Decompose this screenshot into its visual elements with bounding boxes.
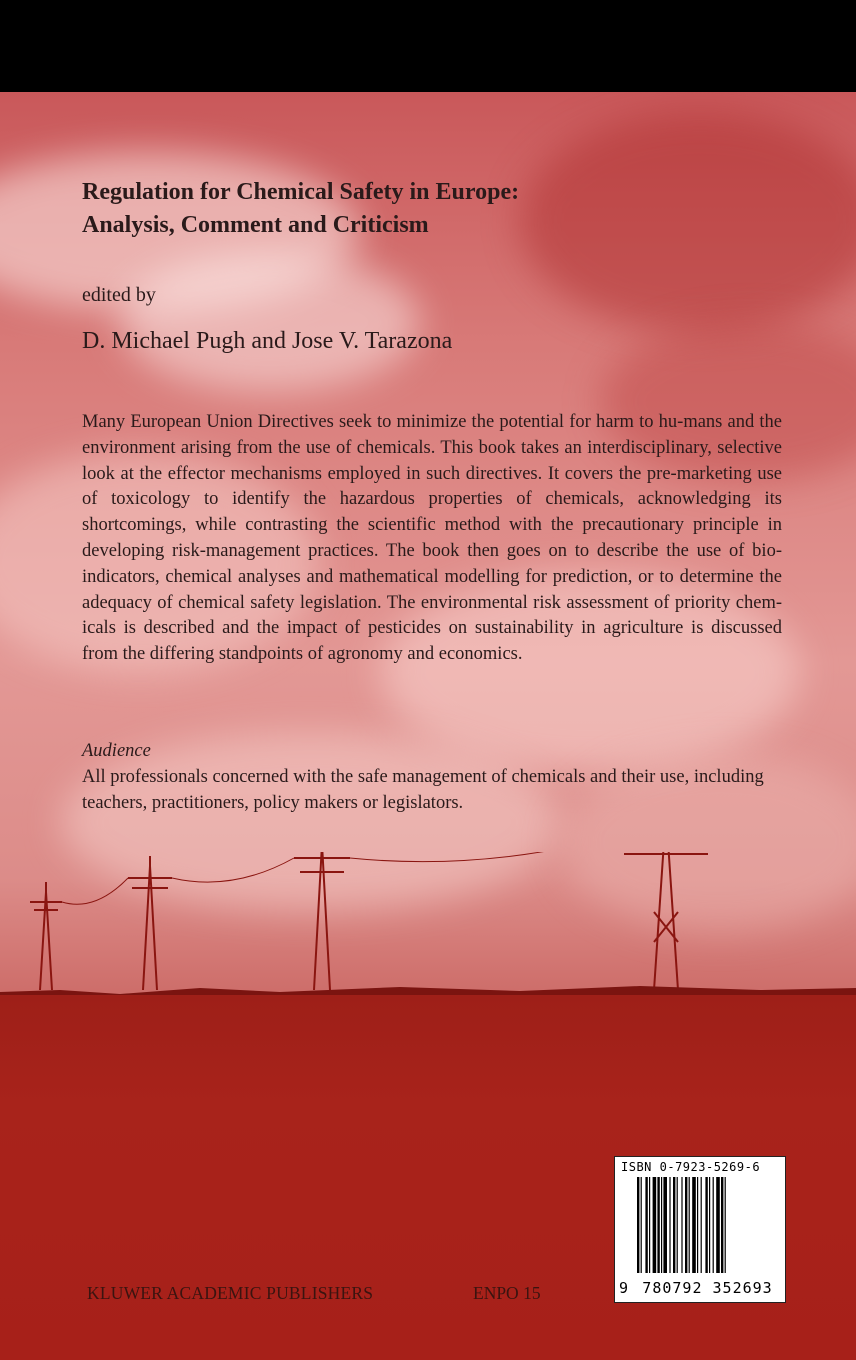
barcode-bar bbox=[705, 1177, 707, 1273]
barcode-bar bbox=[657, 1177, 659, 1273]
barcode-bar bbox=[701, 1177, 702, 1273]
barcode-bar bbox=[673, 1177, 675, 1273]
barcode-bar bbox=[721, 1177, 723, 1273]
title-line-2: Analysis, Comment and Criticism bbox=[82, 212, 429, 238]
publisher-name: KLUWER ACADEMIC PUBLISHERS bbox=[87, 1283, 374, 1303]
edited-by-label: edited by bbox=[82, 284, 156, 306]
barcode-bar bbox=[663, 1177, 667, 1273]
book-title bbox=[82, 176, 682, 242]
audience-label: Audience bbox=[82, 741, 151, 761]
barcode-bar bbox=[692, 1177, 696, 1273]
barcode-bar bbox=[713, 1177, 714, 1273]
barcode-bar bbox=[725, 1177, 726, 1273]
barcode-bar bbox=[697, 1177, 698, 1273]
barcode-bar bbox=[641, 1177, 642, 1273]
ean-first-digit: 9 bbox=[619, 1279, 629, 1297]
book-back-cover bbox=[0, 92, 856, 1360]
barcode-bar bbox=[669, 1177, 670, 1273]
barcode-bar bbox=[677, 1177, 678, 1273]
barcode-bar bbox=[645, 1177, 647, 1273]
barcode-bar bbox=[685, 1177, 687, 1273]
barcode-icon bbox=[637, 1177, 777, 1277]
book-description: Many European Union Directives seek to minimize the potential for harm to hu-mans and the environment arising from the use of chemicals. This book takes an interdisciplinary, selective look at the effector mechanisms employed in such directives. It covers the pre-marketing use of toxicology to identify the hazardous properties of chemicals, acknowledging its shortcomings, while contrasting the scientific method with the precautionary principle in developing risk-management practices. The book then goes on to describe the use of bio-indicators, chemical analyses and mathematical modelling for prediction, or to determine the adequacy of chemical safety legislation. The environmental risk assessment of priority chem-icals is described and the impact of pesticides on sustainability in agriculture is discussed from the differing standpoints of agronomy and economics. bbox=[82, 412, 782, 665]
barcode-bar bbox=[716, 1177, 720, 1273]
isbn-label: ISBN 0-7923-5269-6 bbox=[621, 1160, 761, 1174]
ean-digits: 780792 352693 bbox=[642, 1279, 773, 1297]
editors-names: D. Michael Pugh and Jose V. Tarazona bbox=[82, 328, 453, 354]
barcode-box bbox=[614, 1156, 786, 1303]
series-label: ENPO 15 bbox=[473, 1283, 541, 1303]
power-pylons-icon bbox=[0, 852, 856, 1002]
barcode-bar bbox=[637, 1177, 639, 1273]
title-line-1: Regulation for Chemical Safety in Europe: bbox=[82, 179, 520, 205]
barcode-bar bbox=[709, 1177, 710, 1273]
audience-text: All professionals concerned with the safe management of chemicals and their use, including teachers, practitioners, policy makers or legislators. bbox=[82, 767, 764, 813]
cloud bbox=[120, 252, 420, 392]
barcode-bar bbox=[649, 1177, 650, 1273]
barcode-bar bbox=[653, 1177, 657, 1273]
barcode-bar bbox=[689, 1177, 690, 1273]
barcode-bar bbox=[681, 1177, 682, 1273]
barcode-bar bbox=[661, 1177, 662, 1273]
